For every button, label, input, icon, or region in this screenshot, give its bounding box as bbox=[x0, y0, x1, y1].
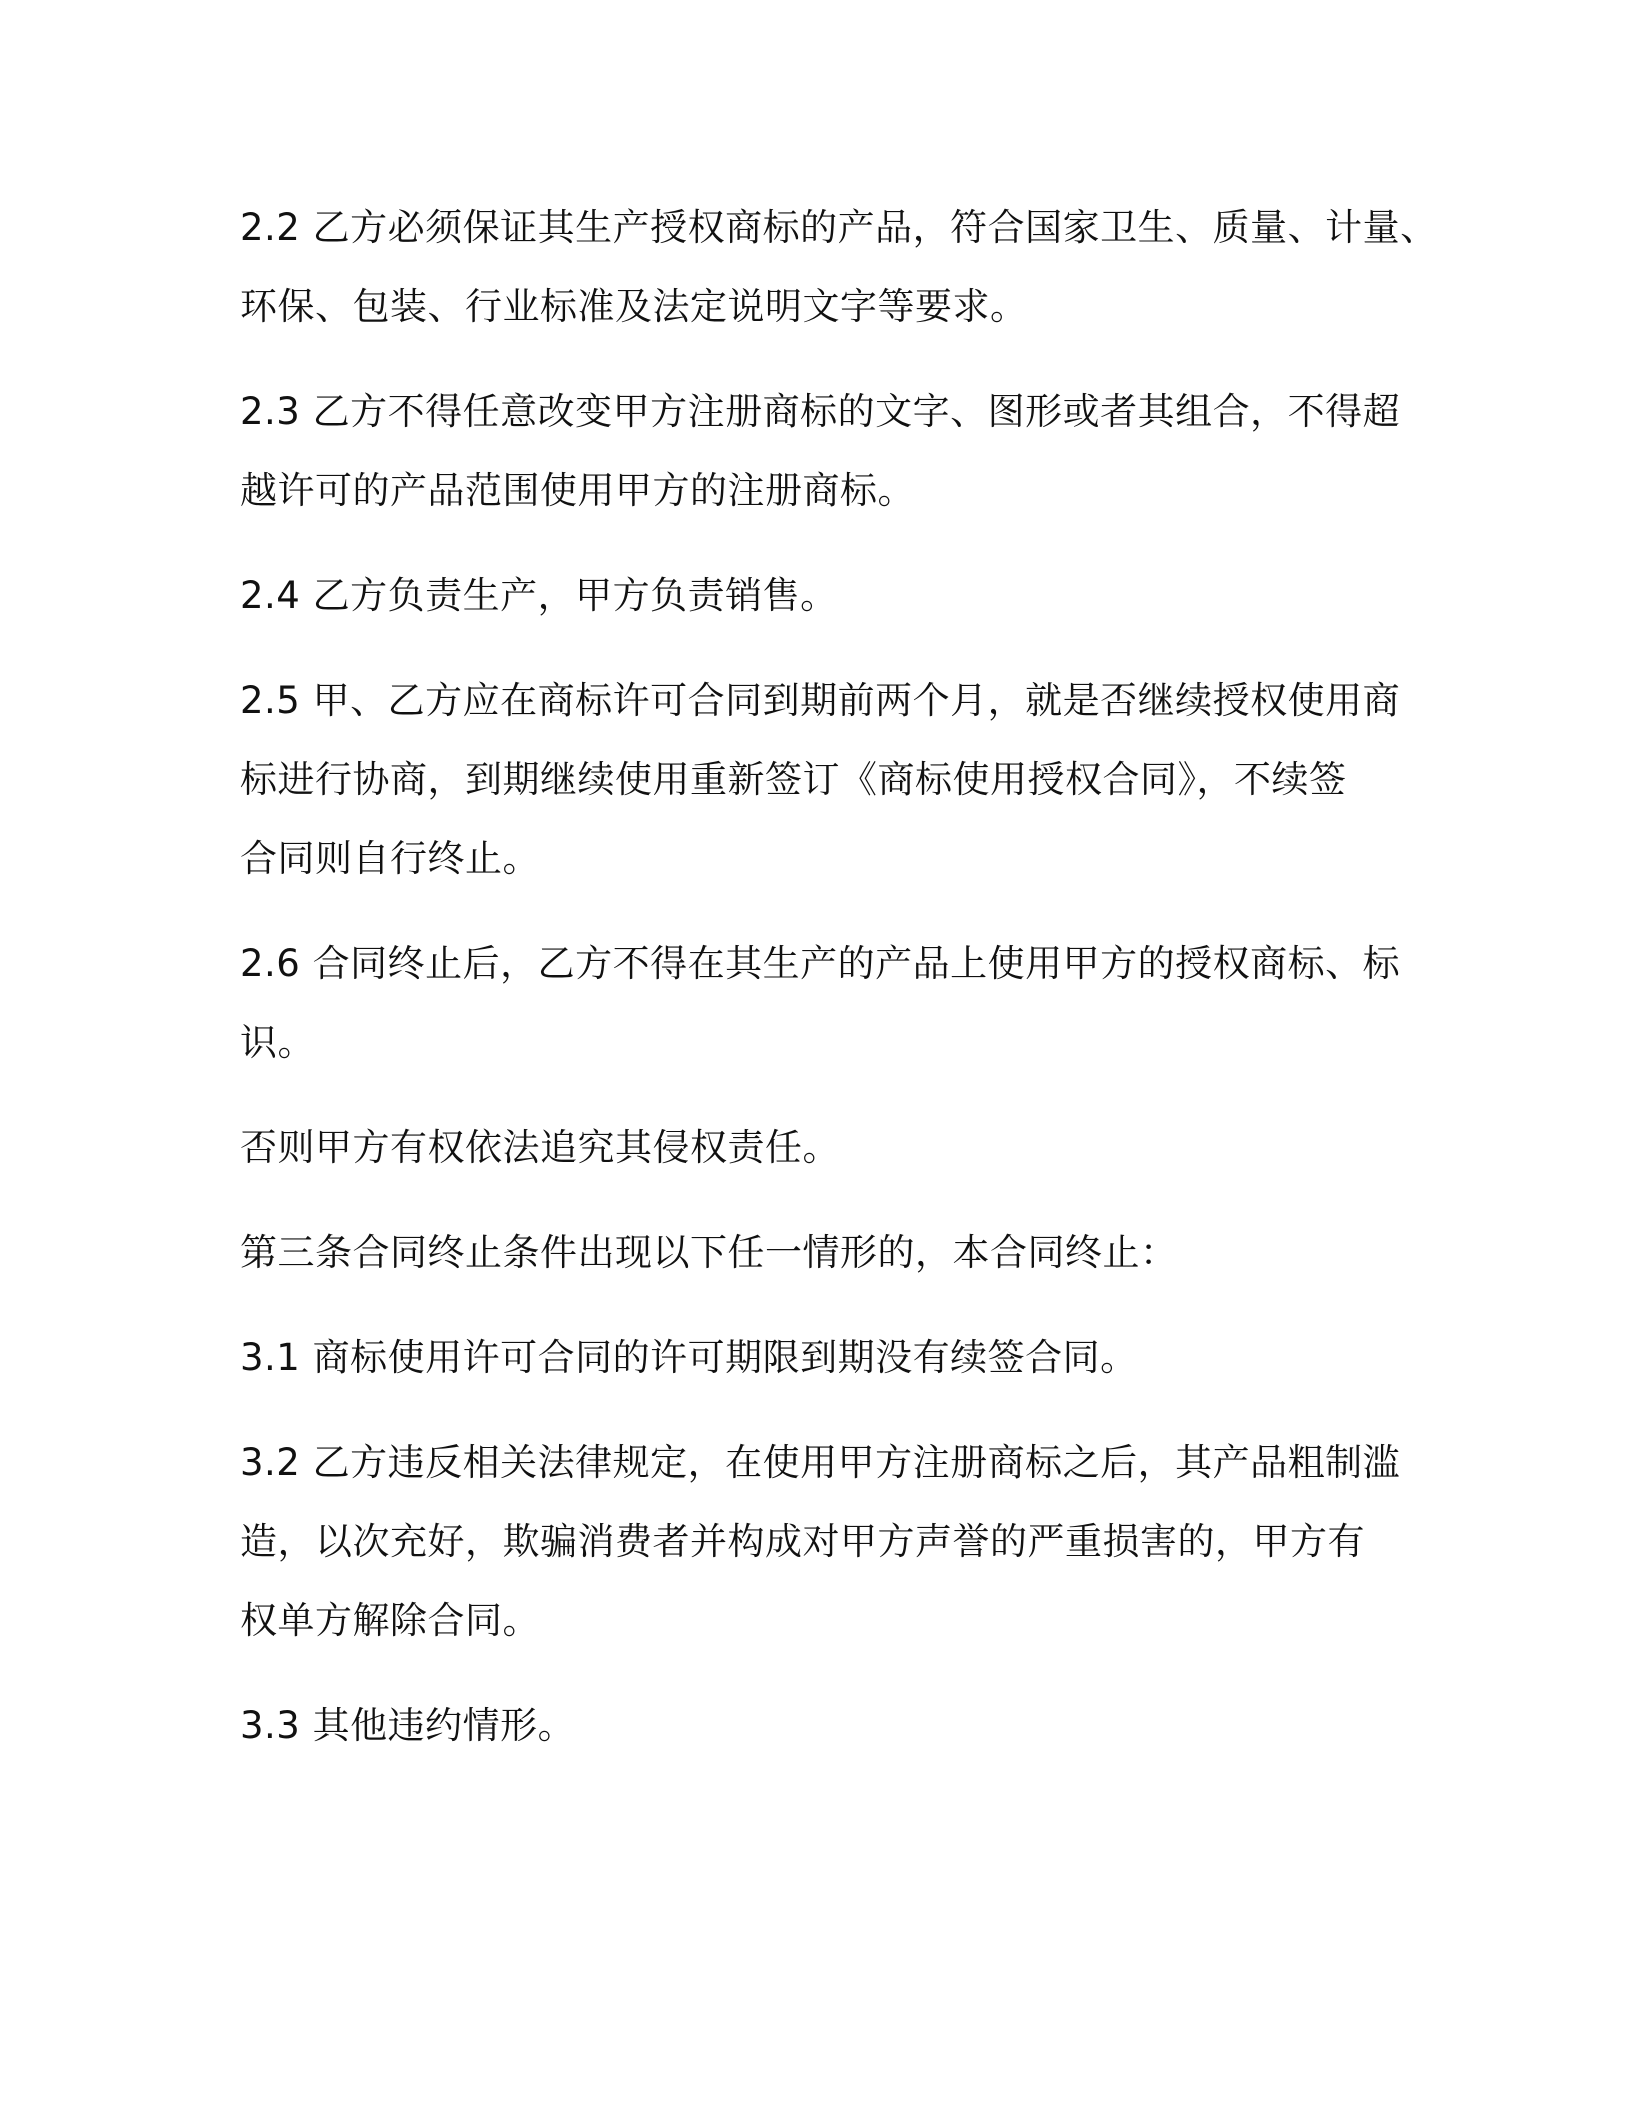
text-line: 合同则自行终止。 bbox=[240, 837, 540, 880]
text-line: 造，以次充好，欺骗消费者并构成对甲方声誉的严重损害的，甲方有 bbox=[240, 1520, 1365, 1563]
text-line: 第三条合同终止条件出现以下任一情形的，本合同终止： bbox=[240, 1231, 1178, 1274]
article-3-heading bbox=[240, 1213, 1420, 1292]
clause-3-2 bbox=[240, 1423, 1420, 1660]
clause-2-6 bbox=[240, 924, 1420, 1082]
text-line: 2.6 合同终止后，乙方不得在其生产的产品上使用甲方的授权商标、标 bbox=[240, 942, 1401, 985]
text-line: 3.3 其他违约情形。 bbox=[240, 1704, 576, 1747]
text-line: 3.2 乙方违反相关法律规定，在使用甲方注册商标之后，其产品粗制滥 bbox=[240, 1441, 1401, 1484]
text-line: 3.1 商标使用许可合同的许可期限到期没有续签合同。 bbox=[240, 1336, 1138, 1379]
clause-3-3 bbox=[240, 1686, 1420, 1765]
text-line: 环保、包装、行业标准及法定说明文字等要求。 bbox=[240, 285, 1028, 328]
document-body bbox=[240, 188, 1438, 1765]
clause-2-2 bbox=[240, 188, 1438, 346]
text-line: 2.3 乙方不得任意改变甲方注册商标的文字、图形或者其组合，不得超 bbox=[240, 390, 1401, 433]
clause-2-3 bbox=[240, 372, 1420, 530]
text-line: 识。 bbox=[240, 1021, 315, 1064]
text-line: 权单方解除合同。 bbox=[240, 1599, 540, 1642]
text-line: 2.2 乙方必须保证其生产授权商标的产品，符合国家卫生、质量、计量、 bbox=[240, 206, 1438, 249]
text-line: 标进行协商，到期继续使用重新签订《商标使用授权合同》，不续签 bbox=[240, 758, 1347, 801]
clause-3-1 bbox=[240, 1318, 1420, 1397]
clause-2-4 bbox=[240, 556, 1420, 635]
clause-2-5 bbox=[240, 661, 1420, 898]
text-line: 2.4 乙方负责生产，甲方负责销售。 bbox=[240, 574, 838, 617]
text-line: 否则甲方有权依法追究其侵权责任。 bbox=[240, 1126, 840, 1169]
text-line: 2.5 甲、乙方应在商标许可合同到期前两个月，就是否继续授权使用商 bbox=[240, 679, 1401, 722]
text-line: 越许可的产品范围使用甲方的注册商标。 bbox=[240, 469, 915, 512]
infringement-note bbox=[240, 1108, 1420, 1187]
